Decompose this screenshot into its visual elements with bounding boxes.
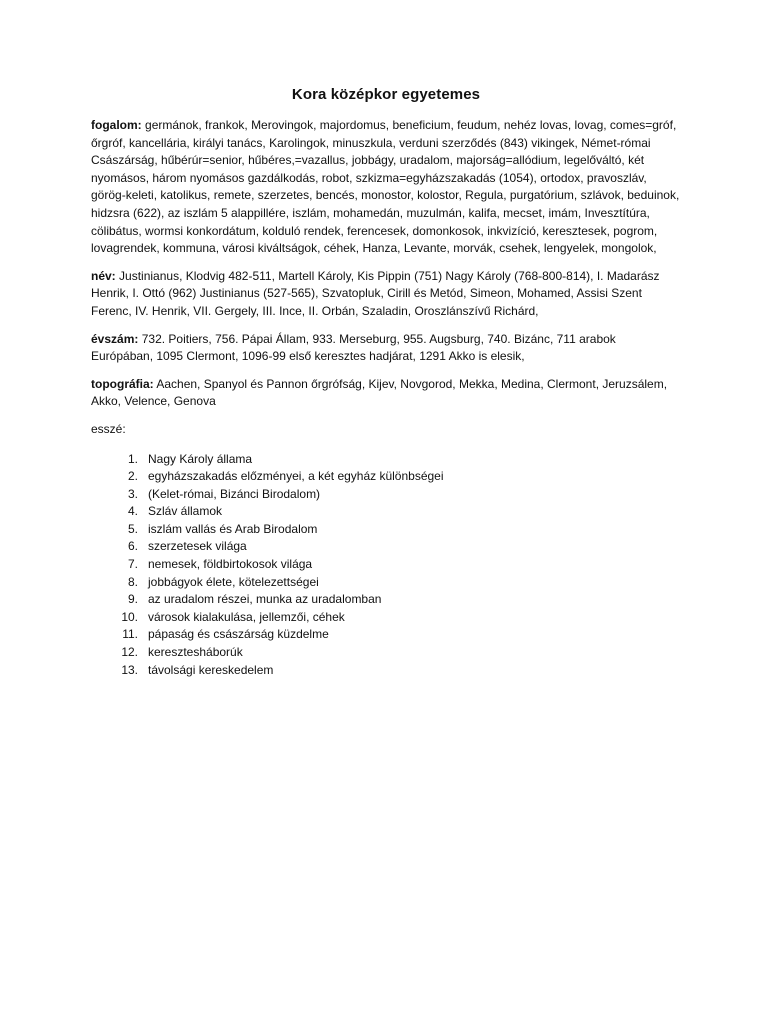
- list-item-number: 11.: [122, 627, 138, 642]
- list-item: [91, 609, 681, 627]
- list-item-text: az uradalom részei, munka az uradalomban: [148, 592, 382, 607]
- list-item: [91, 486, 681, 504]
- list-item-number: 13.: [121, 662, 138, 677]
- list-item-text: városok kialakulása, jellemzői, céhek: [148, 609, 345, 624]
- list-item-number: 12.: [121, 645, 138, 660]
- list-item: [91, 451, 681, 469]
- list-item-number: 1.: [127, 451, 138, 466]
- section-evszam-text: 732. Poitiers, 756. Pápai Állam, 933. Merseburg, 955. Augsburg, 740. Bizánc, 711 arabok Európában, 1095 Clermont, 1096-99 első keresztes hadjárat, 1291 Akko is elesik,: [91, 331, 616, 364]
- section-topografia-text: Aachen, Spanyol és Pannon őrgrófság, Kijev, Novgorod, Mekka, Medina, Clermont, Jeruzsálem, Akko, Velence, Genova: [91, 376, 668, 409]
- list-item: [91, 521, 681, 539]
- section-evszam: [91, 331, 681, 366]
- document-title: Kora középkor egyetemes: [291, 86, 481, 103]
- list-item-number: 3.: [127, 486, 138, 501]
- section-fogalom: [91, 117, 681, 258]
- list-item-text: nemesek, földbirtokosok világa: [148, 557, 313, 572]
- list-item-text: Nagy Károly állama: [148, 451, 253, 466]
- list-item-text: távolsági kereskedelem: [148, 662, 274, 677]
- list-item-text: (Kelet-római, Bizánci Birodalom): [148, 486, 321, 501]
- list-item: [91, 538, 681, 556]
- section-nev-label: név:: [91, 268, 116, 283]
- section-fogalom-text: germánok, frankok, Merovingok, majordomus, beneficium, feudum, nehéz lovas, lovag, comes=gróf, őrgróf, kancellária, királyi tanács, Karolingok, minuszkula, verduni szerződés (843) vikingek, Német-római Császárság, hűbérúr=senior, hűbéres,=vazallus, jobbágy, uradalom, majorság=allódium, legelőváltó, két nyomásos, három nyomásos gazdálkodás, robot, szkizma=egyházszakadás (1054), ortodox, pravoszláv, görög-keleti, katolikus, remete, szerzetes, bencés, monostor, kolostor, Regula, purgatórium, szlávok, beduinok, hidzsra (622), az iszlám 5 alappillére, iszlám, mohamedán, muzulmán, kalifa, mecset, imám, Invesztítúra, cölibátus, wormsi konkordátum, kolduló rendek, ferencesek, domonkosok, inkvizíció, keresztesek, pogrom, lovagrendek, kommuna, városi kiváltságok, céhek, Hanza, Levante, morvák, csehek, lengyelek, mongolok,: [91, 118, 680, 256]
- list-item: [91, 468, 681, 486]
- section-topografia-label: topográfia:: [91, 376, 154, 391]
- section-essze-label: esszé:: [91, 421, 126, 436]
- list-item: [91, 556, 681, 574]
- essay-topic-list: [91, 451, 681, 680]
- list-item-text: Szláv államok: [148, 504, 223, 519]
- list-item: [91, 503, 681, 521]
- list-item-number: 6.: [127, 539, 138, 554]
- list-item-number: 8.: [127, 574, 138, 589]
- list-item-text: keresztesháborúk: [148, 645, 243, 660]
- list-item-number: 2.: [127, 469, 138, 484]
- list-item-number: 9.: [127, 592, 138, 607]
- section-nev: [91, 268, 681, 321]
- list-item-number: 10.: [121, 609, 138, 624]
- list-item: [91, 626, 681, 644]
- section-topografia: [91, 376, 681, 411]
- document-page: [91, 86, 681, 679]
- section-fogalom-label: fogalom:: [91, 118, 142, 132]
- list-item-number: 4.: [127, 504, 138, 519]
- list-item-text: egyházszakadás előzményei, a két egyház különbségei: [148, 469, 444, 484]
- list-item: [91, 644, 681, 662]
- list-item: [91, 662, 681, 680]
- list-item-number: 7.: [127, 557, 138, 572]
- list-item-number: 5.: [127, 521, 138, 536]
- list-item: [91, 591, 681, 609]
- list-item-text: iszlám vallás és Arab Birodalom: [148, 521, 318, 536]
- list-item-text: szerzetesek világa: [148, 539, 247, 554]
- section-evszam-label: évszám:: [91, 331, 139, 346]
- list-item: [91, 574, 681, 592]
- list-item-text: jobbágyok élete, kötelezettségei: [148, 574, 319, 589]
- list-item-text: pápaság és császárság küzdelme: [148, 627, 329, 642]
- section-nev-text: Justinianus, Klodvig 482-511, Martell Károly, Kis Pippin (751) Nagy Károly (768-800-814), I. Madarász Henrik, I. Ottó (962) Justinianus (527-565), Szvatopluk, Cirill és Metód, Simeon, Mohamed, Assisi Szent Ferenc, IV. Henrik, VII. Gergely, III. Ince, II. Orbán, Szaladin, Oroszlánszívű Richárd,: [91, 268, 660, 318]
